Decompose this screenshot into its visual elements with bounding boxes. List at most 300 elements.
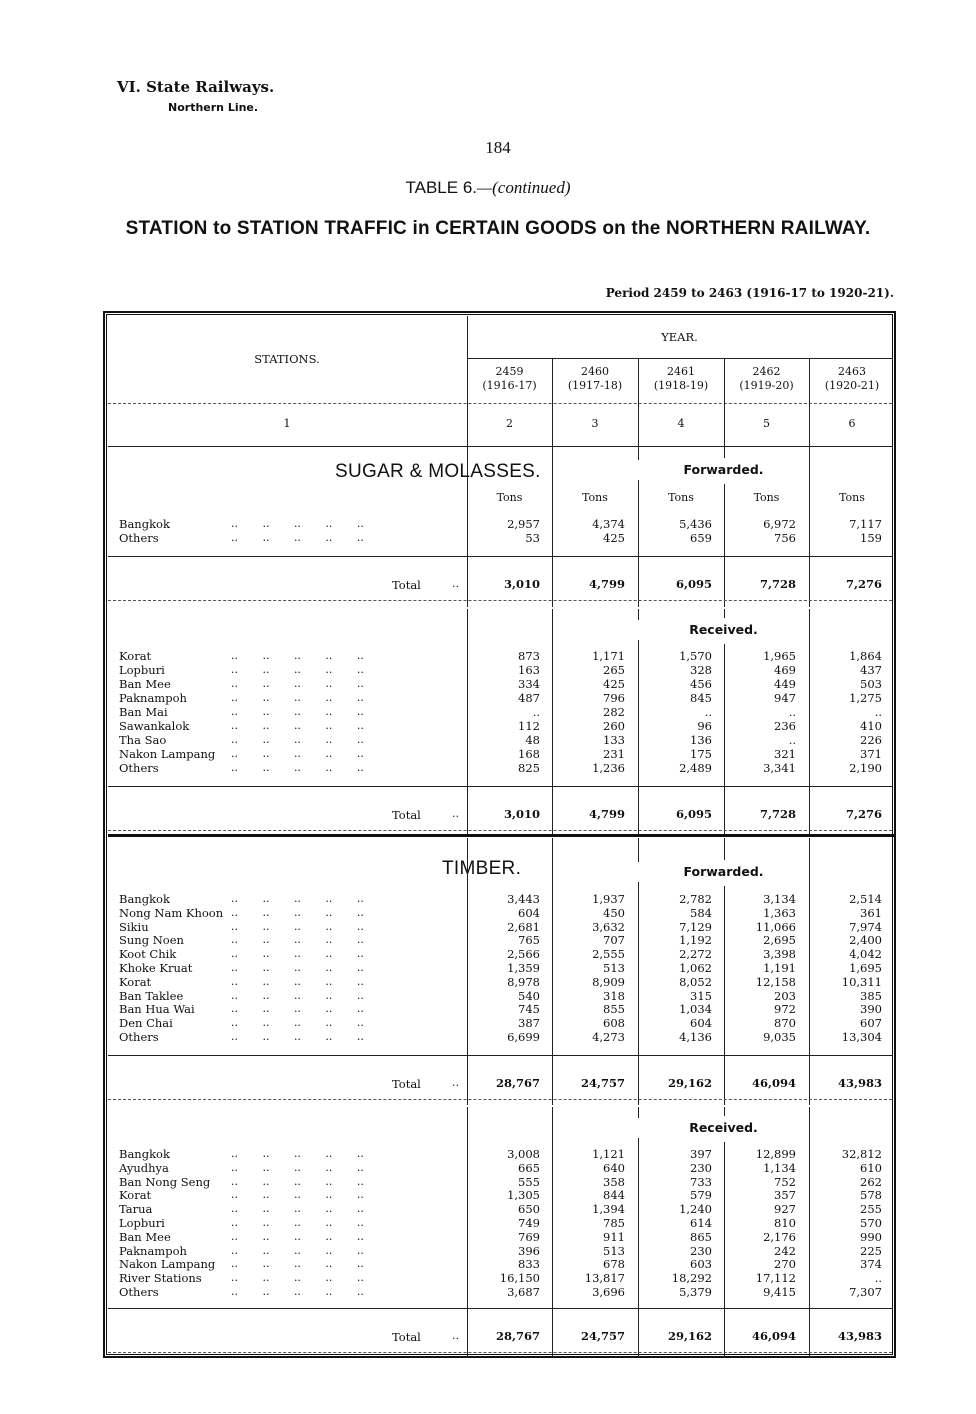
cell-value: 873	[518, 649, 540, 663]
cell-value: 13,304	[841, 1030, 882, 1044]
cell-value: 640	[603, 1160, 625, 1175]
table-continued: —(continued)	[477, 178, 571, 197]
cell-value: 7,974	[849, 919, 882, 934]
page-number: 184	[485, 138, 511, 157]
cell-value: 9,035	[763, 1030, 796, 1044]
leader-dots: .. .. .. .. ..	[231, 974, 364, 988]
stations-header: STATIONS.	[254, 352, 320, 366]
station-name: Nakon Lampang	[119, 1257, 216, 1272]
stations-column-rule	[467, 1107, 468, 1358]
station-name: Korat	[119, 649, 152, 663]
year-column-2460: 2460	[581, 365, 609, 378]
leader-dots: .. .. .. .. ..	[231, 517, 364, 530]
column-rule	[638, 1107, 639, 1118]
total-value: 24,757	[580, 1076, 625, 1090]
cell-value: 765	[518, 933, 540, 948]
cell-value: 270	[774, 1257, 796, 1272]
leader-dots: .. .. .. .. ..	[231, 1147, 364, 1160]
cell-value: 855	[603, 1002, 625, 1017]
leader-dots: .. .. .. .. ..	[231, 747, 364, 760]
cell-value: 1,937	[592, 892, 625, 906]
station-name: Ban Nong Seng	[119, 1174, 211, 1189]
year-range-2460: (1917-18)	[567, 379, 623, 392]
station-name: Others	[119, 531, 159, 545]
year-range-2461: (1918-19)	[653, 379, 709, 392]
cell-value: 48	[525, 733, 540, 747]
station-name: Sung Noen	[119, 933, 184, 948]
total-value: 3,010	[503, 577, 540, 591]
cell-value: 870	[774, 1016, 796, 1031]
cell-value: 845	[690, 691, 712, 705]
cell-value: 3,008	[507, 1147, 540, 1161]
cell-value: 865	[690, 1229, 712, 1244]
total-value: 29,162	[667, 1076, 712, 1090]
total-value: 4,799	[588, 577, 625, 591]
cell-value: ..	[788, 733, 796, 747]
cell-value: 3,687	[507, 1285, 540, 1299]
total-bottom-rule	[108, 1099, 892, 1100]
leader-dots: .. .. .. .. ..	[231, 705, 364, 718]
section-separator	[108, 834, 894, 837]
cell-value: 1,236	[592, 761, 625, 775]
leader-dots: .. .. .. .. ..	[231, 691, 364, 704]
station-name: Paknampoh	[119, 1243, 187, 1258]
unit-label: Tons	[582, 491, 608, 504]
leader-dots: .. .. .. .. ..	[231, 1257, 364, 1271]
column-rule	[724, 1142, 725, 1358]
station-name: Ayudhya	[119, 1160, 169, 1175]
year-column-2461: 2461	[667, 365, 695, 378]
total-value: 7,276	[845, 577, 882, 591]
column-number: 5	[763, 417, 770, 430]
cell-value: 8,909	[592, 974, 625, 989]
total-label: Total	[392, 578, 421, 592]
column-rule	[809, 1107, 810, 1358]
cell-value: 231	[603, 747, 625, 761]
cell-value: 1,034	[679, 1002, 712, 1017]
cell-value: 810	[774, 1216, 796, 1230]
leader-dots: .. .. .. .. ..	[231, 1243, 364, 1257]
cell-value: 513	[603, 961, 625, 975]
year-range-2459: (1916-17)	[482, 379, 537, 392]
cell-value: 2,272	[679, 947, 712, 962]
total-value: 46,094	[751, 1329, 796, 1343]
cell-value: 1,359	[507, 961, 540, 975]
cell-value: 16,150	[499, 1271, 540, 1286]
station-name: Den Chai	[119, 1016, 173, 1031]
cell-value: 226	[860, 733, 882, 747]
column-rule	[552, 447, 553, 607]
unit-label: Tons	[496, 491, 523, 504]
cell-value: 927	[774, 1202, 796, 1217]
table-label	[0, 178, 976, 198]
cell-value: 112	[518, 719, 540, 733]
column-number: 3	[591, 417, 599, 430]
total-bottom-rule	[108, 600, 892, 601]
station-name: Ban Taklee	[119, 988, 184, 1003]
cell-value: 7,129	[679, 919, 712, 934]
cell-value: 2,176	[763, 1229, 796, 1244]
cell-value: 1,394	[592, 1202, 625, 1217]
column-rule	[638, 838, 639, 862]
year-rule	[467, 358, 892, 359]
cell-value: 610	[860, 1160, 882, 1175]
total-value: 46,094	[751, 1076, 796, 1090]
cell-value: 425	[603, 531, 625, 545]
station-name: Sawankalok	[119, 719, 190, 733]
cell-value: 1,570	[679, 649, 712, 663]
cell-value: 3,134	[763, 892, 796, 906]
cell-value: 1,171	[592, 649, 625, 663]
cell-value: 584	[690, 905, 712, 920]
cell-value: 371	[860, 747, 882, 761]
station-name: Bangkok	[119, 517, 170, 531]
column-rule	[552, 1107, 553, 1358]
cell-value: 796	[603, 691, 625, 705]
cell-value: 357	[774, 1188, 796, 1203]
total-value: 6,095	[675, 807, 712, 821]
cell-value: ..	[704, 705, 712, 719]
cell-value: 8,978	[507, 974, 540, 989]
cell-value: 390	[860, 1002, 882, 1017]
unit-label: Tons	[753, 491, 780, 504]
stations-column-rule	[467, 447, 468, 607]
cell-value: 665	[518, 1160, 540, 1175]
cell-value: 225	[860, 1243, 882, 1258]
leader-dots: .. .. .. .. ..	[231, 1002, 364, 1016]
cell-value: 230	[690, 1243, 712, 1258]
cell-value: 2,489	[679, 761, 712, 775]
cell-value: 1,134	[763, 1160, 796, 1175]
leader-dots: ..	[452, 1329, 459, 1342]
cell-value: 578	[860, 1188, 882, 1203]
cell-value: 2,190	[849, 761, 882, 775]
cell-value: 10,311	[841, 974, 882, 989]
cell-value: 1,191	[763, 961, 796, 975]
cell-value: 12,899	[755, 1147, 796, 1161]
cell-value: 785	[603, 1216, 625, 1230]
cell-value: 387	[518, 1016, 540, 1031]
cell-value: 3,696	[592, 1285, 625, 1299]
cell-value: 756	[774, 531, 796, 545]
cell-value: 4,374	[592, 517, 625, 531]
cell-value: 2,695	[763, 933, 796, 948]
station-name: Korat	[119, 974, 152, 989]
cell-value: 990	[860, 1229, 882, 1244]
cell-value: ..	[874, 705, 882, 719]
cell-value: 911	[603, 1229, 625, 1244]
period-label: Period 2459 to 2463 (1916-17 to 1920-21).	[605, 286, 894, 300]
cell-value: 96	[697, 719, 712, 733]
total-value: 43,983	[837, 1329, 882, 1343]
section-title-sugar: SUGAR & MOLASSES.	[335, 461, 541, 482]
cell-value: 469	[774, 663, 796, 677]
leader-dots: ..	[452, 807, 459, 820]
cell-value: 9,415	[763, 1285, 796, 1299]
total-label: Total	[392, 808, 421, 822]
cell-value: 1,965	[763, 649, 796, 663]
cell-value: 2,782	[679, 892, 712, 906]
cell-value: 203	[774, 988, 796, 1003]
leader-dots: .. .. .. .. ..	[231, 1160, 364, 1174]
cell-value: 260	[603, 719, 625, 733]
cell-value: 255	[860, 1202, 882, 1217]
leader-dots: .. .. .. .. ..	[231, 719, 364, 732]
station-name: Nakon Lampang	[119, 747, 216, 761]
total-value: 24,757	[580, 1329, 625, 1343]
cell-value: 230	[690, 1160, 712, 1175]
page-title: STATION to STATION TRAFFIC in CERTAIN GOODS on the NORTHERN RAILWAY.	[125, 218, 871, 239]
cell-value: 972	[774, 1002, 796, 1017]
year-column-2462: 2462	[752, 365, 781, 378]
cell-value: 1,240	[679, 1202, 712, 1217]
cell-value: 425	[603, 677, 625, 691]
header-bottom-rule	[108, 403, 892, 404]
leader-dots: ..	[452, 1076, 459, 1089]
total-top-rule	[108, 1055, 892, 1056]
leader-dots: .. .. .. .. ..	[231, 1030, 364, 1043]
station-name: Ban Hua Wai	[119, 1002, 195, 1017]
leader-dots: .. .. .. .. ..	[231, 1285, 364, 1298]
total-value: 3,010	[503, 807, 540, 821]
cell-value: ..	[532, 705, 540, 719]
section-heading: VI. State Railways.	[117, 78, 275, 96]
total-value: 7,276	[845, 807, 882, 821]
cell-value: 7,117	[849, 517, 882, 531]
column-rule	[552, 838, 553, 1105]
total-value: 4,799	[588, 807, 625, 821]
cell-value: 11,066	[755, 919, 796, 934]
cell-value: 5,379	[679, 1285, 712, 1299]
cell-value: 5,436	[679, 517, 712, 531]
station-name: Bangkok	[119, 892, 170, 906]
cell-value: 603	[690, 1257, 712, 1272]
leader-dots: .. .. .. .. ..	[231, 761, 364, 774]
total-value: 7,728	[759, 577, 796, 591]
cell-value: 361	[860, 905, 882, 920]
cell-value: 503	[860, 677, 882, 691]
station-name: Sikiu	[119, 919, 149, 934]
cell-value: 579	[690, 1188, 712, 1203]
cell-value: ..	[788, 705, 796, 719]
cell-value: 7,307	[849, 1285, 882, 1299]
column-rule	[638, 640, 639, 835]
leader-dots: .. .. .. .. ..	[231, 1016, 364, 1030]
cell-value: 659	[690, 531, 712, 545]
total-value: 29,162	[667, 1329, 712, 1343]
year-range-2462: (1919-20)	[739, 379, 794, 392]
cell-value: 159	[860, 531, 882, 545]
cell-value: 315	[690, 988, 712, 1003]
cell-value: 3,632	[592, 919, 625, 934]
line-subheading: Northern Line.	[168, 101, 259, 114]
cell-value: 1,695	[849, 961, 882, 975]
cell-value: 242	[774, 1243, 796, 1258]
leader-dots: .. .. .. .. ..	[231, 933, 364, 947]
forwarded-label: Forwarded.	[683, 462, 764, 477]
total-label: Total	[392, 1077, 421, 1091]
cell-value: 2,681	[507, 919, 540, 934]
total-value: 6,095	[675, 577, 712, 591]
leader-dots: .. .. .. .. ..	[231, 649, 364, 662]
cell-value: 6,972	[763, 517, 796, 531]
station-name: Others	[119, 1030, 159, 1044]
stations-column-rule	[467, 838, 468, 1105]
cell-value: 2,957	[507, 517, 540, 531]
column-rule	[809, 838, 810, 1105]
cell-value: 1,192	[679, 933, 712, 948]
leader-dots: .. .. .. .. ..	[231, 947, 364, 961]
station-name: Others	[119, 761, 159, 775]
total-value: 28,767	[495, 1076, 540, 1090]
cell-value: 236	[774, 719, 796, 733]
leader-dots: .. .. .. .. ..	[231, 1188, 364, 1202]
column-rule	[724, 1107, 725, 1116]
cell-value: 1,275	[849, 691, 882, 705]
column-rule	[638, 882, 639, 1105]
column-rule	[552, 609, 553, 835]
cell-value: 3,341	[763, 761, 796, 775]
station-name: Koot Chik	[119, 947, 177, 962]
cell-value: 8,052	[679, 974, 712, 989]
cell-value: 334	[518, 677, 540, 691]
cell-value: 1,062	[679, 961, 712, 975]
leader-dots: .. .. .. .. ..	[231, 1174, 364, 1188]
station-name: Nong Nam Khoon	[119, 905, 224, 920]
cell-value: 163	[518, 663, 540, 677]
station-name: Lopburi	[119, 663, 165, 677]
column-number: 6	[848, 417, 856, 430]
unit-label: Tons	[839, 491, 865, 504]
leader-dots: .. .. .. .. ..	[231, 905, 364, 919]
cell-value: 374	[860, 1257, 882, 1272]
cell-value: 328	[690, 663, 712, 677]
leader-dots: .. .. .. .. ..	[231, 1216, 364, 1229]
cell-value: 318	[603, 988, 625, 1003]
leader-dots: .. .. .. .. ..	[231, 677, 364, 690]
unit-label: Tons	[668, 491, 694, 504]
total-value: 7,728	[759, 807, 796, 821]
section-title-timber: TIMBER.	[442, 858, 522, 879]
column-number: 4	[677, 417, 685, 430]
cell-value: 678	[603, 1257, 625, 1272]
cell-value: 175	[690, 747, 712, 761]
cell-value: 825	[518, 761, 540, 775]
cell-value: 18,292	[671, 1271, 712, 1286]
cell-value: 607	[860, 1016, 882, 1031]
year-range-2463: (1920-21)	[824, 379, 880, 392]
cell-value: 397	[690, 1147, 712, 1161]
cell-value: 2,555	[592, 947, 625, 962]
leader-dots: .. .. .. .. ..	[231, 733, 364, 746]
year-header: YEAR.	[661, 330, 698, 344]
cell-value: 410	[860, 719, 882, 733]
station-name: Ban Mee	[119, 1229, 171, 1244]
station-name: River Stations	[119, 1271, 202, 1286]
cell-value: 570	[860, 1216, 882, 1230]
leader-dots: .. .. .. .. ..	[231, 961, 364, 974]
leader-dots: .. .. .. .. ..	[231, 988, 364, 1002]
column-rule	[724, 447, 725, 458]
cell-value: 513	[603, 1243, 625, 1258]
cell-value: 2,566	[507, 947, 540, 962]
station-name: Bangkok	[119, 1147, 170, 1161]
cell-value: 650	[518, 1202, 540, 1217]
station-name: Others	[119, 1285, 159, 1299]
cell-value: 358	[603, 1174, 625, 1189]
cell-value: 2,514	[849, 892, 882, 906]
cell-value: 456	[690, 677, 712, 691]
cell-value: 1,363	[763, 905, 796, 920]
cell-value: 136	[690, 733, 712, 747]
total-top-rule	[108, 556, 892, 557]
cell-value: 3,398	[763, 947, 796, 962]
leader-dots: .. .. .. .. ..	[231, 892, 364, 905]
cell-value: 1,864	[849, 649, 882, 663]
leader-dots: .. .. .. .. ..	[231, 663, 364, 676]
cell-value: 6,699	[507, 1030, 540, 1044]
column-rule	[809, 609, 810, 835]
station-name: Khoke Kruat	[119, 961, 193, 975]
cell-value: 555	[518, 1174, 540, 1189]
cell-value: 745	[518, 1002, 540, 1017]
cell-value: 4,273	[592, 1030, 625, 1044]
cell-value: 1,121	[592, 1147, 625, 1161]
station-name: Tha Sao	[119, 733, 167, 747]
cell-value: 752	[774, 1174, 796, 1189]
leader-dots: .. .. .. .. ..	[231, 1271, 364, 1285]
cell-value: 604	[690, 1016, 712, 1031]
column-rule	[724, 609, 725, 618]
cell-value: 947	[774, 691, 796, 705]
cell-value: 4,042	[849, 947, 882, 962]
received-label: Received.	[689, 622, 758, 637]
column-number: 2	[506, 417, 513, 430]
cell-value: 12,158	[755, 974, 796, 989]
leader-dots: .. .. .. .. ..	[231, 1202, 364, 1216]
total-value: 43,983	[837, 1076, 882, 1090]
cell-value: 449	[774, 677, 796, 691]
total-bottom-rule	[108, 1352, 892, 1353]
cell-value: 2,400	[849, 933, 882, 948]
cell-value: ..	[874, 1271, 882, 1286]
cell-value: 265	[603, 663, 625, 677]
column-rule	[638, 609, 639, 620]
station-name: Paknampoh	[119, 691, 187, 705]
traffic-table	[103, 311, 896, 1358]
cell-value: 4,136	[679, 1030, 712, 1044]
cell-value: 3,443	[507, 892, 540, 906]
column-rule	[724, 886, 725, 1105]
leader-dots: .. .. .. .. ..	[231, 531, 364, 544]
leader-dots: .. .. .. .. ..	[231, 1229, 364, 1243]
total-top-rule	[108, 1308, 892, 1309]
cell-value: 844	[603, 1188, 625, 1203]
cell-value: 769	[518, 1229, 540, 1244]
column-rule	[724, 644, 725, 835]
station-name: Ban Mee	[119, 677, 171, 691]
leader-dots: .. .. .. .. ..	[231, 919, 364, 933]
station-name: Lopburi	[119, 1216, 165, 1230]
colnum-bottom-rule	[108, 446, 892, 447]
cell-value: 833	[518, 1257, 540, 1272]
cell-value: 262	[860, 1174, 882, 1189]
cell-value: 168	[518, 747, 540, 761]
station-name: Korat	[119, 1188, 152, 1203]
cell-value: 450	[603, 905, 625, 920]
table-number: TABLE 6.	[405, 178, 477, 197]
total-top-rule	[108, 786, 892, 787]
